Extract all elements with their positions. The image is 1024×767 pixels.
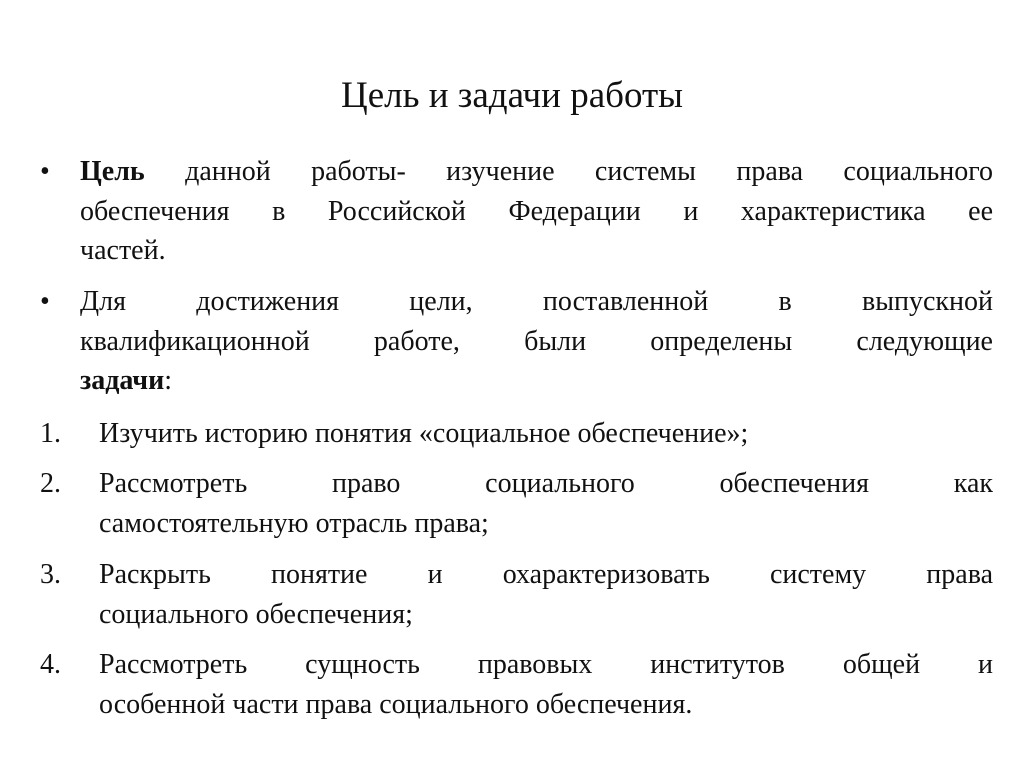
bold-term: Цель bbox=[80, 156, 145, 187]
bullet-marker: • bbox=[40, 156, 50, 187]
task-number: 4. bbox=[40, 649, 61, 680]
text-line: Для достижения цели, поставленной в выпускной bbox=[80, 286, 993, 317]
slide-title: Цель и задачи работы bbox=[340, 75, 684, 116]
task-number: 3. bbox=[40, 559, 61, 590]
bullet-marker: • bbox=[40, 286, 50, 317]
bold-term: задачи bbox=[80, 365, 165, 396]
text-line: Рассмотреть сущность правовых институтов общей и bbox=[99, 649, 993, 680]
text-line bbox=[80, 361, 993, 401]
text-line: Изучить историю понятия «социальное обеспечение»; bbox=[99, 418, 749, 449]
text-line: обеспечения в Российской Федерации и характеристика ее bbox=[80, 195, 993, 227]
text-line: Рассмотреть право социального обеспечения как bbox=[99, 468, 993, 499]
task-number: 1. bbox=[40, 418, 61, 449]
text-line-content: данной работы- изучение системы права социального bbox=[144, 156, 993, 187]
text-line: самостоятельную отрасль права; bbox=[99, 507, 489, 539]
text-line bbox=[80, 152, 993, 192]
text-line: Раскрыть понятие и охарактеризовать систему права bbox=[99, 559, 993, 590]
text-line-content: : bbox=[164, 365, 172, 396]
text-line: особенной части права социального обеспечения. bbox=[99, 688, 693, 720]
task-number: 2. bbox=[40, 468, 61, 499]
text-line: квалификационной работе, были определены следующие bbox=[80, 325, 993, 357]
text-line: частей. bbox=[80, 235, 166, 266]
text-line: социального обеспечения; bbox=[99, 598, 413, 630]
